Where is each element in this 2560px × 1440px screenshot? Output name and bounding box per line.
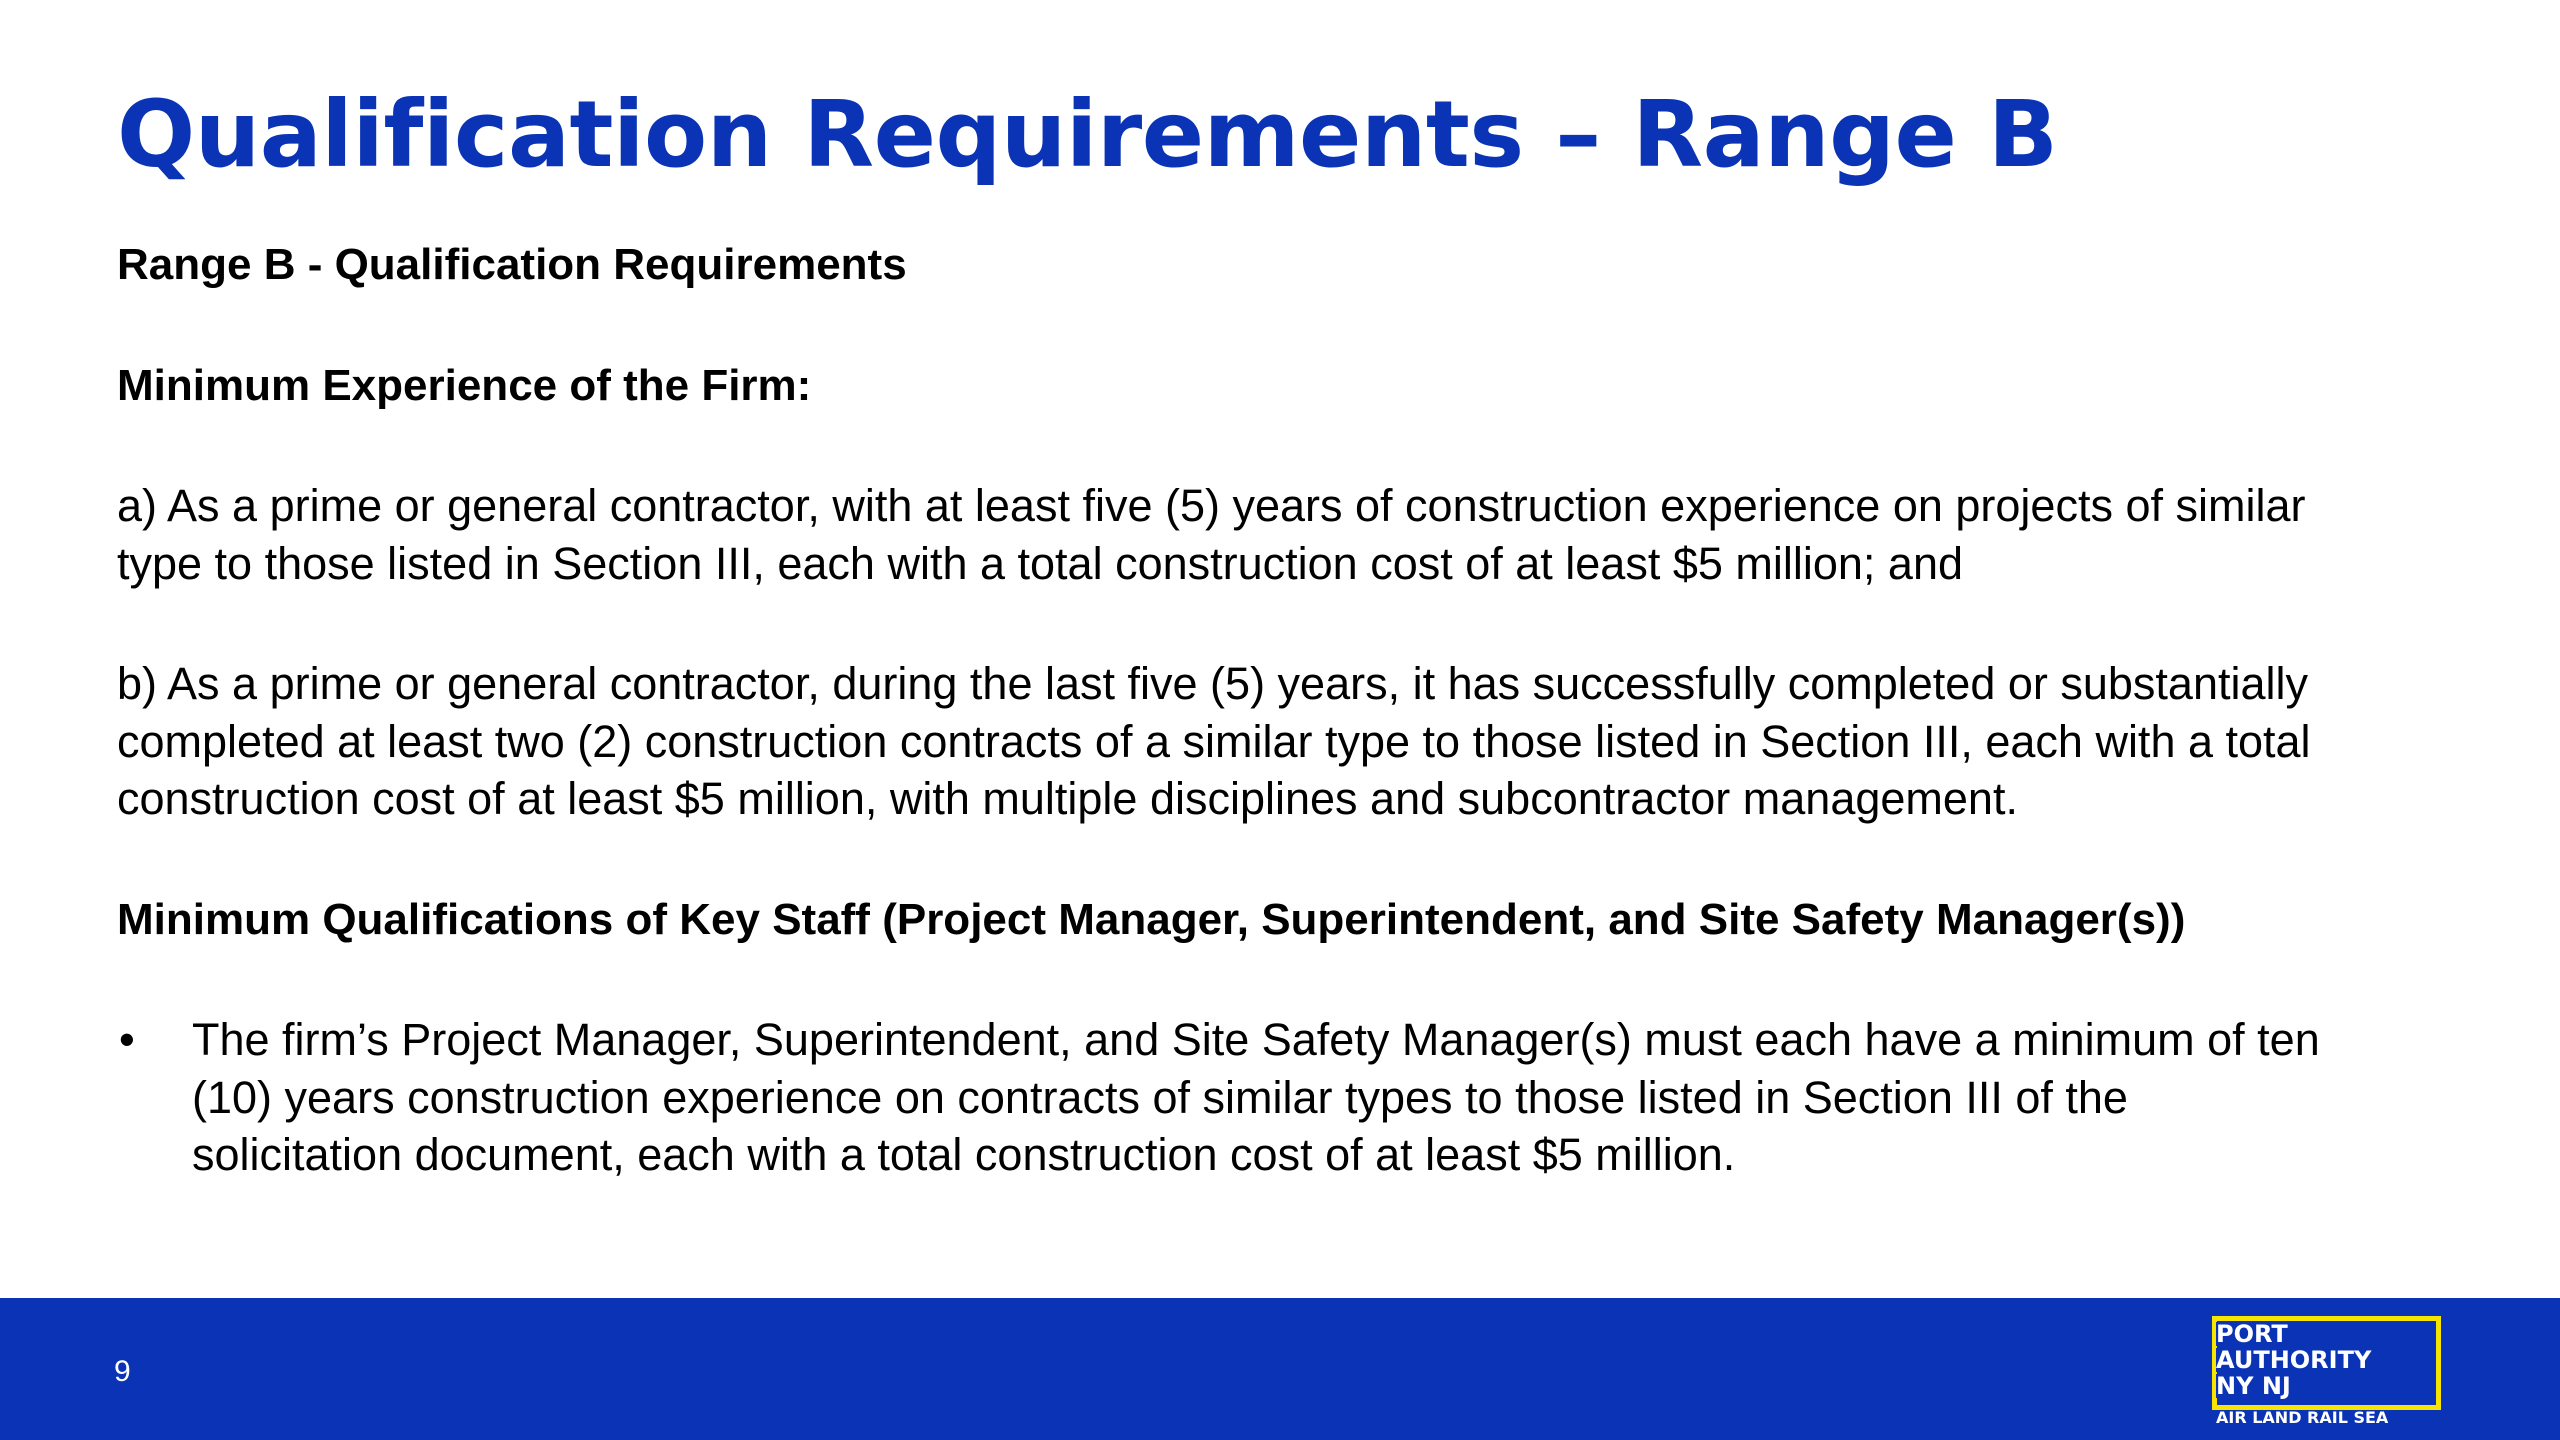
slide-body (117, 236, 2462, 1184)
logo-line-port: PORT (2216, 1322, 2293, 1346)
requirement-b (117, 655, 2462, 828)
slide-title: Qualification Requirements – Range B (117, 81, 2058, 188)
port-authority-logo (2212, 1316, 2447, 1428)
footer-bar (0, 1298, 2560, 1440)
requirement-a-line: type to those listed in Section III, each with a total construction cost of at least $5 million; and (117, 537, 1964, 589)
requirement-a-line: a) As a prime or general contractor, with at least five (5) years of construction experience on projects of similar (117, 480, 2306, 531)
logo-line-nynj: NY NJ (2216, 1374, 2296, 1398)
bullet-icon: • (119, 1014, 135, 1065)
key-staff-bullet (117, 1011, 2462, 1184)
requirement-b-line: b) As a prime or general contractor, during the last five (5) years, it has successfully completed or substantially (117, 658, 2309, 709)
bullet-line: (10) years construction experience on contracts of similar types to those listed in Section III of the (192, 1071, 2128, 1123)
spacer (117, 414, 2462, 477)
requirement-b-line: construction cost of at least $5 million, with multiple disciplines and subcontractor management. (117, 773, 2018, 824)
key-staff-heading: Minimum Qualifications of Key Staff (Project Manager, Superintendent, and Site Safety Manager(s)) (117, 894, 2186, 944)
spacer (117, 592, 2462, 655)
logo-tagline: AIR LAND RAIL SEA (2216, 1408, 2389, 1427)
requirement-b-line: completed at least two (2) construction contracts of a similar type to those listed in Section III, each with a total (117, 715, 2311, 767)
firm-experience-heading: Minimum Experience of the Firm: (117, 360, 812, 410)
spacer (117, 828, 2462, 891)
spacer (117, 948, 2462, 1011)
spacer (117, 294, 2462, 357)
bullet-line: The firm’s Project Manager, Superintendent, and Site Safety Manager(s) must each have a minimum of ten (192, 1014, 2320, 1065)
logo-line-authority: AUTHORITY (2216, 1348, 2376, 1372)
page-number: 9 (114, 1355, 131, 1388)
subtitle-heading: Range B - Qualification Requirements (117, 240, 907, 289)
bullet-text (192, 1011, 2462, 1184)
bullet-line: solicitation document, each with a total construction cost of at least $5 million. (192, 1129, 1736, 1180)
requirement-a (117, 477, 2462, 592)
